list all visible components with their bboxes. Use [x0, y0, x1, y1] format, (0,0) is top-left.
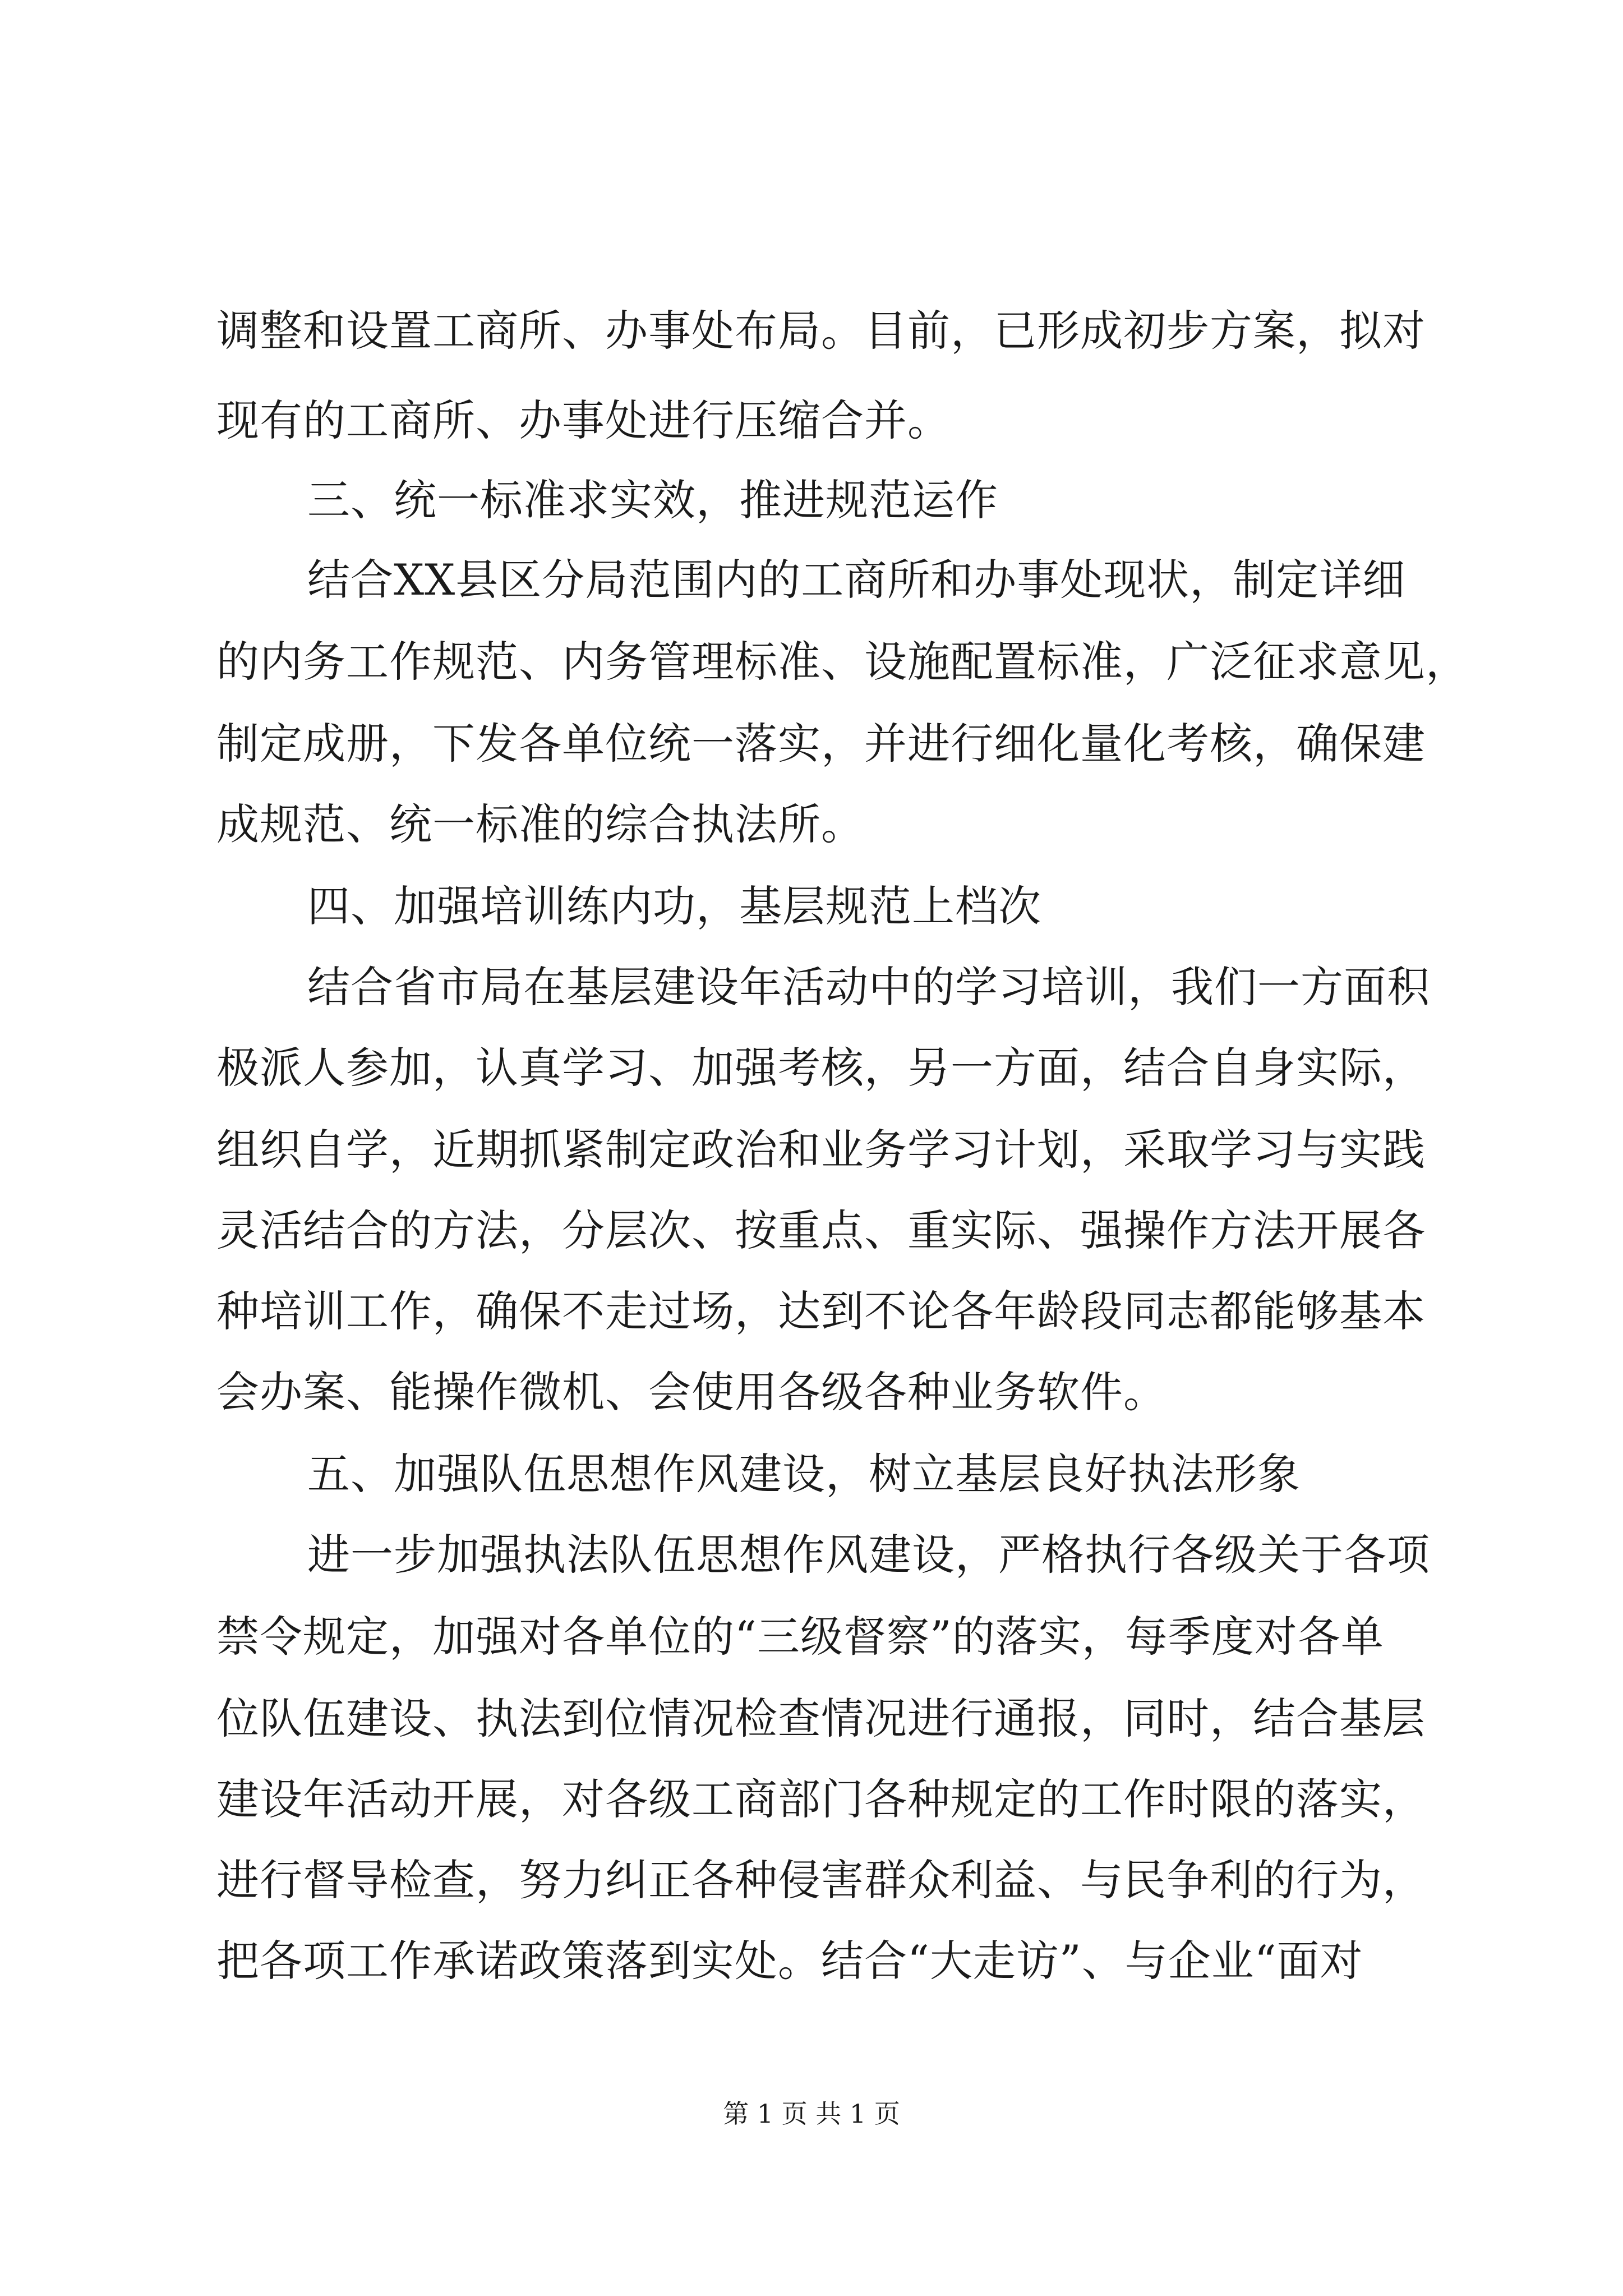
body-line: 制定成册，下发各单位统一落实，并进行细化量化考核，确保建 — [216, 719, 1426, 769]
body-line: 结合省市局在基层建设年活动中的学习培训，我们一方面积 — [307, 962, 1430, 1012]
body-line: 调整和设置工商所、办事处布局。目前，已形成初步方案，拟对 — [216, 306, 1426, 356]
section-heading: 五、加强队伍思想作风建设，树立基层良好执法形象 — [307, 1449, 1301, 1499]
body-line: 现有的工商所、办事处进行压缩合并。 — [216, 395, 951, 445]
body-line: 建设年活动开展，对各级工商部门各种规定的工作时限的落实， — [216, 1774, 1426, 1824]
body-line: 的内务工作规范、内务管理标准、设施配置标准，广泛征求意见， — [216, 637, 1469, 687]
body-line: 把各项工作承诺政策落到实处。结合“大走访”、与企业“面对 — [216, 1936, 1363, 1986]
body-line: 会办案、能操作微机、会使用各级各种业务软件。 — [216, 1367, 1166, 1417]
section-heading: 三、统一标准求实效，推进规范运作 — [307, 475, 998, 525]
page-footer: 第 1 页 共 1 页 — [723, 2099, 900, 2129]
body-line: 成规范、统一标准的综合执法所。 — [216, 799, 864, 849]
body-line: 进行督导检查，努力纠正各种侵害群众利益、与民争利的行为， — [216, 1855, 1426, 1905]
body-line: 位队伍建设、执法到位情况检查情况进行通报，同时，结合基层 — [216, 1694, 1426, 1743]
body-line: 极派人参加，认真学习、加强考核，另一方面，结合自身实际， — [216, 1043, 1426, 1093]
body-line: 进一步加强执法队伍思想作风建设，严格执行各级关于各项 — [307, 1530, 1430, 1580]
body-line: 灵活结合的方法，分层次、按重点、重实际、强操作方法开展各 — [216, 1205, 1426, 1255]
body-line: 种培训工作，确保不走过场，达到不论各年龄段同志都能够基本 — [216, 1286, 1426, 1336]
section-heading: 四、加强培训练内功，基层规范上档次 — [307, 881, 1041, 931]
body-line: 禁令规定，加强对各单位的“三级督察”的落实，每季度对各单 — [216, 1612, 1384, 1662]
body-line: 结合XX县区分局范围内的工商所和办事处现状，制定详细 — [307, 555, 1406, 605]
body-line: 组织自学，近期抓紧制定政治和业务学习计划，采取学习与实践 — [216, 1125, 1426, 1175]
